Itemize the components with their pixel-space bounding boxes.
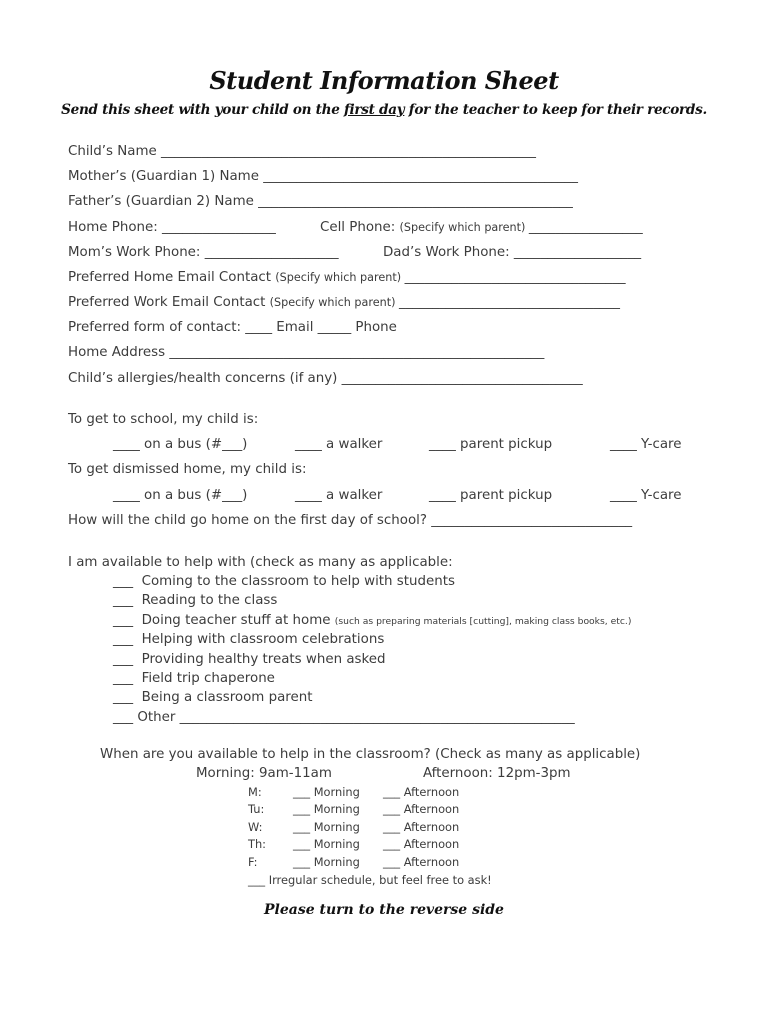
page-subtitle [0,102,768,118]
afternoon-option[interactable]: ___ Afternoon [383,837,460,851]
morning-option[interactable]: ___ Morning [293,837,360,851]
help-item-other[interactable]: ___ Other ___________________________________________________________ [113,710,575,725]
dismissal-label: To get dismissed home, my child is: [68,462,307,477]
dismissal-ycare-option[interactable]: ____ Y-care [610,488,682,503]
cell-phone-field[interactable] [320,219,643,237]
day-label: W: [248,820,263,834]
dismissal-bus-option[interactable]: ____ on a bus (#___) [113,488,248,503]
irregular-schedule-option[interactable]: ___ Irregular schedule, but feel free to ask! [248,873,492,887]
home-email-note: (Specify which parent) [275,271,405,284]
mom-work-phone-field[interactable]: Mom’s Work Phone: ____________________ [68,245,339,260]
help-item[interactable] [113,612,631,631]
work-email-blank: _________________________________ [399,295,620,310]
afternoon-option[interactable]: ___ Afternoon [383,820,460,834]
home-phone-field[interactable]: Home Phone: _________________ [68,220,276,235]
work-email-note: (Specify which parent) [269,296,400,309]
day-label: F: [248,855,258,869]
morning-option[interactable]: ___ Morning [293,855,360,869]
help-item[interactable]: ___ Reading to the class [113,593,278,608]
afternoon-header: Afternoon: 12pm-3pm [423,766,571,781]
mother-name-field[interactable]: Mother’s (Guardian 1) Name _______________________________________________ [68,169,578,184]
subtitle-text-after: for the teacher to keep for their records. [404,102,707,118]
to-school-pickup-option[interactable]: ____ parent pickup [429,437,553,452]
allergies-field[interactable]: Child’s allergies/health concerns (if any) ____________________________________ [68,371,583,386]
cell-phone-label: Cell Phone: [320,220,400,235]
cell-phone-note: (Specify which parent) [399,221,529,234]
childs-name-field[interactable]: Child’s Name ________________________________________________________ [68,144,536,159]
day-label: M: [248,785,262,799]
reverse-side-note: Please turn to the reverse side [264,902,504,918]
to-school-label: To get to school, my child is: [68,412,259,427]
help-item-note: (such as preparing materials [cutting], making class books, etc.) [334,616,632,627]
to-school-walker-option[interactable]: ____ a walker [295,437,383,452]
subtitle-text-before: Send this sheet with your child on the [61,102,344,118]
work-email-label: Preferred Work Email Contact [68,295,270,310]
father-name-field[interactable]: Father’s (Guardian 2) Name _______________________________________________ [68,194,573,209]
to-school-ycare-option[interactable]: ____ Y-care [610,437,682,452]
page-title: Student Information Sheet [209,66,559,95]
home-email-label: Preferred Home Email Contact [68,270,276,285]
help-item[interactable]: ___ Providing healthy treats when asked [113,652,386,667]
home-email-blank: _________________________________ [404,270,626,285]
morning-option[interactable]: ___ Morning [293,785,360,799]
morning-option[interactable]: ___ Morning [293,802,360,816]
help-item-label: ___ Doing teacher stuff at home [113,613,335,628]
help-item[interactable]: ___ Coming to the classroom to help with students [113,574,455,589]
work-email-field[interactable] [68,294,620,312]
afternoon-option[interactable]: ___ Afternoon [383,855,460,869]
help-item[interactable]: ___ Being a classroom parent [113,690,313,705]
schedule-question: When are you available to help in the classroom? (Check as many as applicable) [100,747,641,762]
cell-phone-blank: _________________ [528,220,643,235]
help-item[interactable]: ___ Field trip chaperone [113,671,275,686]
contact-preference-field[interactable]: Preferred form of contact: ____ Email _____ Phone [68,320,397,335]
dismissal-pickup-option[interactable]: ____ parent pickup [429,488,553,503]
day-label: Th: [248,837,267,851]
help-item[interactable]: ___ Helping with classroom celebrations [113,632,385,647]
subtitle-underlined: first day [344,102,405,118]
first-day-home-field[interactable]: How will the child go home on the first day of school? ______________________________ [68,513,633,528]
help-heading: I am available to help with (check as many as applicable: [68,555,453,570]
afternoon-option[interactable]: ___ Afternoon [383,802,460,816]
afternoon-option[interactable]: ___ Afternoon [383,785,460,799]
morning-header: Morning: 9am-11am [196,766,332,781]
day-label: Tu: [248,802,265,816]
to-school-bus-option[interactable]: ____ on a bus (#___) [113,437,248,452]
home-address-field[interactable]: Home Address ________________________________________________________ [68,345,545,360]
dismissal-walker-option[interactable]: ____ a walker [295,488,383,503]
home-email-field[interactable] [68,269,626,287]
dad-work-phone-field[interactable]: Dad’s Work Phone: ___________________ [383,245,642,260]
morning-option[interactable]: ___ Morning [293,820,360,834]
